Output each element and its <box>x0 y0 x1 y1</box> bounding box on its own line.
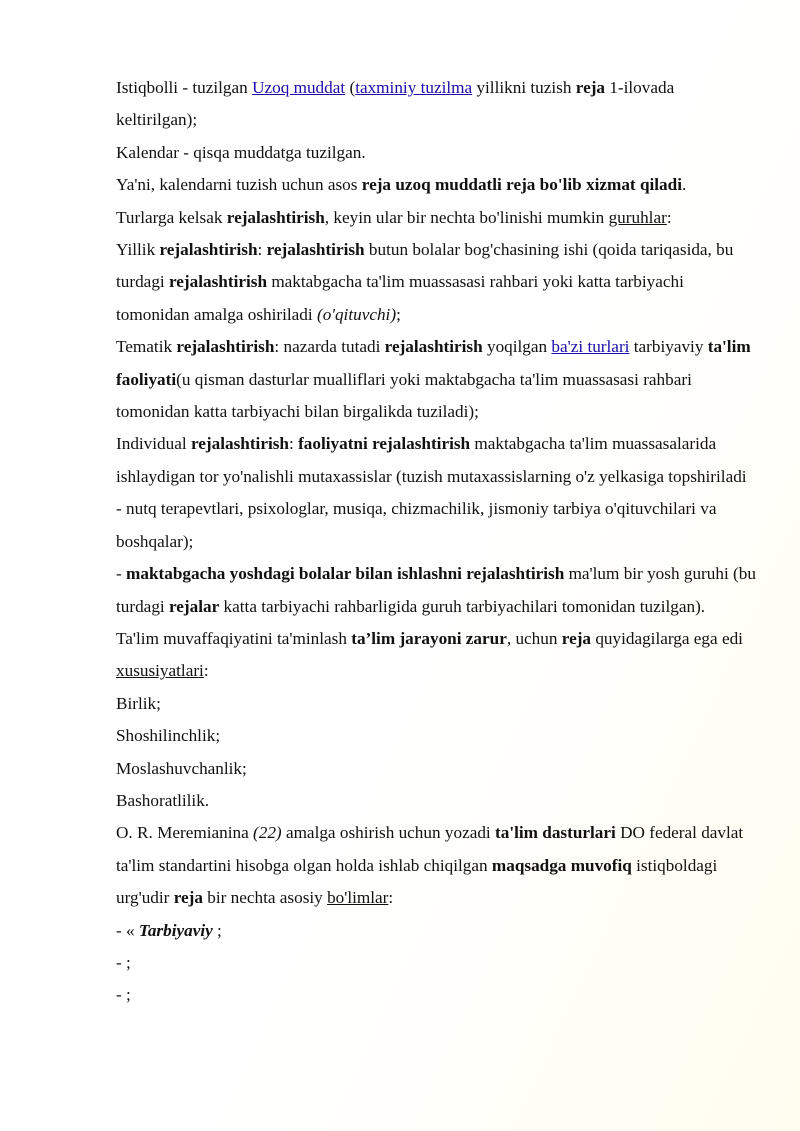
italic-text: (22) <box>253 823 282 843</box>
paragraph <box>116 947 756 979</box>
italic-text: (o'qituvchi) <box>316 304 397 324</box>
text-run: ; <box>212 920 222 940</box>
bold-text: rejalashtirish <box>190 434 289 454</box>
paragraph <box>116 72 756 137</box>
text-run: 1-ilovada keltirilgan); <box>116 78 675 130</box>
text-run: Individual <box>116 434 191 454</box>
text-run: Yillik <box>116 240 160 260</box>
text-run: , keyin ular bir nechta bo'linishi mumkin <box>324 207 609 227</box>
bold-text: faoliyatni rejalashtirish <box>298 434 471 454</box>
paragraph <box>116 202 756 234</box>
text-run: : <box>288 434 299 454</box>
text-run: istiqboldagi urg'udir <box>116 855 718 908</box>
text-run: . <box>681 175 687 195</box>
bold-text: reja <box>561 628 592 648</box>
text-run: butun bolalar bog'chasining ishi (qoida tariqasida, bu turdagi <box>116 240 734 292</box>
bold-text: reja <box>173 888 203 908</box>
paragraph <box>116 688 756 720</box>
text-run: - ; <box>116 985 131 1005</box>
underlined-term: xususiyatlari <box>116 661 204 681</box>
bold-text: rejalashtirish <box>159 240 258 260</box>
paragraph <box>116 915 756 947</box>
text-run: : <box>257 240 267 260</box>
bold-italic-text: Tarbiyaviy <box>138 920 213 940</box>
paragraph <box>116 428 756 558</box>
text-run: Turlarga kelsak <box>116 207 227 227</box>
text-run: Tematik <box>116 337 177 357</box>
bold-text: maktabgacha yoshdagi bolalar bilan ishlashni rejalashtirish <box>126 564 565 584</box>
paragraph <box>116 720 756 752</box>
bold-text: ta’lim jarayoni zarur <box>351 628 507 648</box>
paragraph <box>116 785 756 817</box>
text-run: maktabgacha ta'lim muassasasi rahbari yoki katta tarbiyachi tomonidan amalga oshiriladi <box>116 272 684 324</box>
text-run: Istiqbolli - tuzilgan <box>116 78 253 97</box>
bold-text: reja uzoq muddatli reja bo'lib xizmat qiladi <box>361 175 682 195</box>
text-run: Bashoratlilik. <box>116 790 210 810</box>
text-run: , uchun <box>506 628 562 648</box>
bold-text: rejalashtirish <box>266 240 365 260</box>
text-run: Birlik; <box>116 693 161 713</box>
bold-text: maqsadga muvofiq <box>491 855 632 875</box>
inline-link[interactable]: Uzoq muddat <box>252 78 346 97</box>
text-run: : <box>203 661 209 681</box>
paragraph <box>116 753 756 785</box>
text-run: : <box>388 888 394 908</box>
text-run: yillikni tuzish <box>472 78 576 97</box>
text-run: O. R. Meremianina <box>116 823 253 843</box>
paragraph <box>116 331 756 428</box>
text-run: : <box>666 207 672 227</box>
bold-text: rejalashtirish <box>168 272 268 292</box>
document-body <box>116 72 756 1012</box>
text-run: (u qisman dasturlar mualliflari yoki maktabgacha ta'lim muassasasi rahbari tomonidan katta tarbiyachi bilan birgalikda tuziladi); <box>116 369 692 422</box>
paragraph <box>116 558 756 623</box>
text-run: - ; <box>116 952 131 972</box>
text-run: ma'lum bir yosh guruhi (bu turdagi <box>116 564 756 616</box>
text-run: - <box>116 564 127 584</box>
text-run: Shoshilinchlik; <box>116 726 221 746</box>
bold-text: ta'lim faoliyati <box>116 337 751 389</box>
paragraph <box>116 137 756 169</box>
text-run: ( <box>345 78 356 97</box>
text-run: Moslashuvchanlik; <box>116 758 247 778</box>
paragraph <box>116 169 756 201</box>
inline-link[interactable]: taxminiy tuzilma <box>355 78 473 97</box>
bold-text: rejalashtirish <box>226 207 325 227</box>
bold-text: reja <box>575 78 606 97</box>
text-run: quyidagilarga ega edi <box>591 628 743 648</box>
bold-text: ta'lim dasturlari <box>495 823 616 843</box>
bold-text: rejalar <box>168 596 220 616</box>
text-run: Kalendar - qisqa muddatga tuzilgan. <box>116 142 366 162</box>
text-run: yoqilgan <box>482 337 552 357</box>
underlined-term: bo'limlar <box>327 888 389 908</box>
text-run: amalga oshirish uchun yozadi <box>281 823 495 843</box>
text-run: : nazarda tutadi <box>274 337 385 357</box>
paragraph <box>116 817 756 914</box>
underlined-term: guruhlar <box>608 207 667 227</box>
text-run: DO federal davlat ta'lim standartini hisobga olgan holda ishlab chiqilgan <box>116 823 744 875</box>
inline-link[interactable]: ba'zi turlari <box>551 337 630 357</box>
text-run: bir nechta asosiy <box>202 888 328 908</box>
text-run: maktabgacha ta'lim muassasalarida ishlaydigan tor yo'nalishli mutaxassislar (tuzish mutaxassislarning o'z yelkasiga topshiriladi - nutq terapevtlari, psixologlar, musiqa, chizmachilik, jismoniy tarbiya o'qituvchilari va boshqalar); <box>116 434 747 551</box>
paragraph <box>116 623 756 688</box>
bold-text: rejalashtirish <box>176 337 275 357</box>
text-run: katta tarbiyachi rahbarligida guruh tarbiyachilari tomonidan tuzilgan). <box>219 596 706 616</box>
bold-text: rejalashtirish <box>384 337 483 357</box>
text-run: - « <box>116 920 139 940</box>
text-run: Ta'lim muvaffaqiyatini ta'minlash <box>116 628 352 648</box>
paragraph <box>116 979 756 1011</box>
text-run: Ya'ni, kalendarni tuzish uchun asos <box>116 175 362 195</box>
text-run: tarbiyaviy <box>629 337 708 357</box>
paragraph <box>116 234 756 331</box>
text-run: ; <box>396 304 401 324</box>
